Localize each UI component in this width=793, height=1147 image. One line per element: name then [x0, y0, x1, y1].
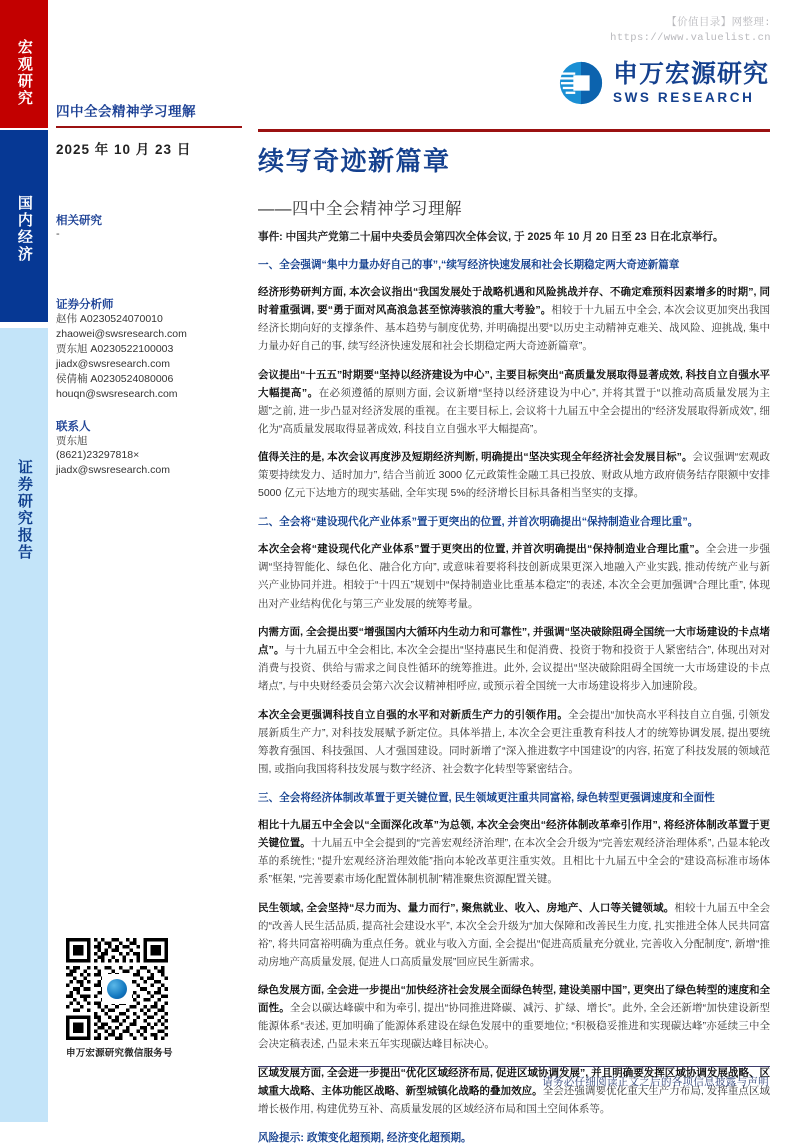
contact-email[interactable]: jiadx@swsresearch.com [56, 464, 170, 477]
qr-code-image[interactable] [66, 938, 168, 1040]
footer-note: 请务必仔细阅读正文之后的各项信息披露与声明 [542, 1076, 769, 1088]
rail-securities-report [0, 328, 48, 1122]
rail-domestic-economy-label: 国内经济 [15, 195, 33, 263]
contact-heading: 联系人 [56, 420, 91, 433]
risk-disclosure: 风险提示: 政策变化超预期, 经济变化超预期。 [258, 1132, 472, 1145]
analyst-email[interactable]: zhaowei@swsresearch.com [56, 328, 187, 340]
watermark-line-1: 【价值目录】网整理: [666, 17, 771, 29]
related-research-heading: 相关研究 [56, 215, 102, 227]
paragraph: 值得关注的是, 本次会议再度涉及短期经济判断, 明确提出“坚决实现全年经济社会发展目标”。会议强调“宏观政策要持续发力、适时加力”, 结合当前近 3000 亿元政策性金融工具已投放、财政从地方政府债务结存限额中安排 5000 亿元下达地方的现实基础, 全年实现 5%的经济增长目标具备相当坚实的支撑。 [258, 451, 770, 500]
paragraph: 本次全会更强调科技自立自强的水平和对新质生产力的引领作用。全会提出“加快高水平科技自立自强, 引领发展新质生产力”, 对科技发展赋予新定位。具体举措上, 本次全会更注重教育科技人才的统筹协调发展, 提出要统筹教育强国、科技强国、人才强国建设。同时新增了“深入推进数字中国建设”的内容, 拓宽了科技发展的领域范围, 或指向我国将科技发展与数字经济、社会数字化转型等紧密结合。 [258, 708, 770, 775]
report-date: 2025 年 10 月 23 日 [56, 142, 192, 157]
main-content [258, 0, 770, 1147]
section-heading: 一、全会强调“集中力量办好自己的事”,“续写经济快速发展和社会长期稳定两大奇迹新篇章 [258, 259, 680, 271]
qr-caption: 申万宏源研究微信服务号 [66, 1048, 173, 1059]
analyst-email[interactable]: houqn@swsresearch.com [56, 387, 178, 400]
rail-securities-report-label: 证券研究报告 [15, 459, 33, 561]
contact-name: 贾东旭 [56, 434, 88, 447]
rail-macro-research-label: 宏观研究 [15, 39, 33, 107]
section-heading: 二、全会将“建设现代化产业体系”置于更突出的位置, 并首次明确提出“保持制造业合理比重”。 [258, 516, 699, 529]
section-heading: 三、全会将经济体制改革置于更关键位置, 民生领域更注重共同富裕, 绿色转型更强调速度和全面性 [258, 791, 715, 804]
logo-text-en: SWS RESEARCH [612, 89, 755, 105]
footer-divider [258, 1066, 770, 1067]
related-research-block [56, 212, 242, 240]
report-kicker: 四中全会精神学习理解 [56, 104, 196, 119]
paragraph: 区域发展方面, 全会进一步提出“优化区域经济布局, 促进区域协调发展”, 并且明确要发挥区域协调发展战略、区域重大战略、主体功能区战略、新型城镇化战略的叠加效应。全会还强调要优化重大生产力布局, 发挥重点区域增长极作用, 构建优势互补、高质量发展的区域经济布局和国土空间体系等。 [258, 1066, 770, 1116]
contact-block [56, 418, 242, 479]
paragraph: 内需方面, 全会提出要“增强国内大循环内生动力和可靠性”, 并强调“坚决破除阻碍全国统一大市场建设的卡点堵点”。与十九届五中全会相比, 本次全会提出“坚持惠民生和促消费、投资于物和投资于人紧密结合”, 体现出对对消费与投资、供给与需求之间良性循环的统筹推进。此外, 会议提出“坚决破除阻碍全国统一大市场建设的卡点堵点”, 与中央财经委员会第六次会议精神相呼应, 或预示着全国统一大市场建设将步入加速阶段。 [258, 626, 770, 693]
logo-text-cn: 申万宏源研究 [612, 59, 769, 88]
page-subtitle: ——四中全会精神学习理解 [258, 199, 462, 218]
paragraph: 民生领域, 全会坚持“尽力而为、量力而行”, 聚焦就业、收入、房地产、人口等关键领域。相较十九届五中全会的“改善人民生活品质, 提高社会建设水平”, 本次全会升级为“加大保障和改善民生力度, 扎实推进全体人民共同富裕”, 将共同富裕明确为重点任务。就业与收入方面, 全会提出“促进高质量充分就业, 完善收入分配制度”, 新增“推动房地产高质量发展, 促进人口高质量发展”回应民生新需求。 [258, 901, 770, 968]
paragraph: 本次全会将“建设现代化产业体系”置于更突出的位置, 并首次明确提出“保持制造业合理比重”。全会进一步强调“坚持智能化、绿色化、融合化方向”, 或意味着要将科技创新成果更深入地融入产业实践, 推动传统产业与新兴产业协同并进。相较于“十四五”规划中“保持制造业比重基本稳定”的表述, 本次全会更加强调“合理比重”, 体现出对产业结构优化与第三产业发展的统筹考量。 [258, 543, 770, 610]
paragraph: 相比十九届五中全会以“全面深化改革”为总领, 本次全会突出“经济体制改革牵引作用”, 将经济体制改革置于更关键位置。十九届五中全会提到的“完善宏观经济治理”, 在本次全会升级为“完善宏观经济治理体系”, 凸显本轮改革的系统性; “提升宏观经济治理效能”指向本轮改革更注重实效。且相比十九届五中全会的“建设高标准市场体系”框架, “完善要素市场化配置体制机制”精准聚焦资源配置关键。 [258, 818, 770, 886]
analyst-line: 赵伟 A0230524070010 [56, 313, 163, 326]
title-divider [258, 129, 770, 132]
qr-center-logo [102, 974, 132, 1004]
left-info-column [56, 0, 242, 478]
analyst-line: 侯倩楠 A0230524080006 [56, 372, 174, 385]
rail-domestic-economy [0, 130, 48, 322]
page-title: 续写奇迹新篇章 [258, 146, 451, 176]
watermark-url: https://www.valuelist.cn [610, 32, 771, 45]
analyst-email[interactable]: jiadx@swsresearch.com [56, 357, 170, 370]
kicker-divider [56, 126, 242, 128]
paragraph: 经济形势研判方面, 本次会议指出“我国发展处于战略机遇和风险挑战并存、不确定难预料因素增多的时期”, 同时着重强调, 要“勇于面对风高浪急甚至惊涛骇浪的重大考验”。相较于十九届五中全会, 本次会议更加突出我国经济长期向好的支撑条件、基本趋势与制度优势, 并明确提出要“以历史主动精神克难关、战风险、迎挑战, 集中力量办好自己的事, 续写经济快速发展和社会长期稳定两大奇迹新篇章”。 [258, 285, 770, 353]
wechat-qr-block [66, 938, 178, 1059]
paragraph: 绿色发展方面, 全会进一步提出“加快经济社会发展全面绿色转型, 建设美丽中国”, 更突出了绿色转型的速度和全面性。全会以碳达峰碳中和为牵引, 提出“协同推进降碳、减污、扩绿、增长”。此外, 全会还新增“加快建设新型能源体系“表述, 更加明确了能源体系建设在绿色发展中的重要地位; “积极稳妥推进和实现碳达峰”亦延续三中全会决定稿表述, 凸显未来五年实现碳达峰目标决心。 [258, 984, 770, 1051]
rail-macro-research [0, 0, 48, 128]
analyst-heading: 证券分析师 [56, 299, 114, 312]
paragraph: 会议提出“十五五”时期要“坚持以经济建设为中心”, 主要目标突出“高质量发展取得显著成效, 科技自立自强水平大幅提高”。在必须遵循的原则方面, 会议新增“坚持以经济建设为中心”, 并将其置于“以推动高质量发展为主题”之前, 进一步凸显对经济发展的重视。在主要目标上, 会议将十九届五中全会提出的“经济发展取得新成效”, 细化为“高质量发展取得显著成效, 科技自立自强水平大幅提高”。 [258, 368, 770, 435]
event-line: 事件: 中国共产党第二十届中央委员会第四次全体会议, 于 2025 年 10 月 20 日至 23 日在北京举行。 [258, 230, 724, 243]
analyst-block [56, 296, 242, 401]
analyst-line: 贾东旭 A0230522100003 [56, 342, 174, 355]
related-research-items: - [56, 228, 60, 240]
contact-phone[interactable]: (8621)23297818× [56, 449, 140, 462]
